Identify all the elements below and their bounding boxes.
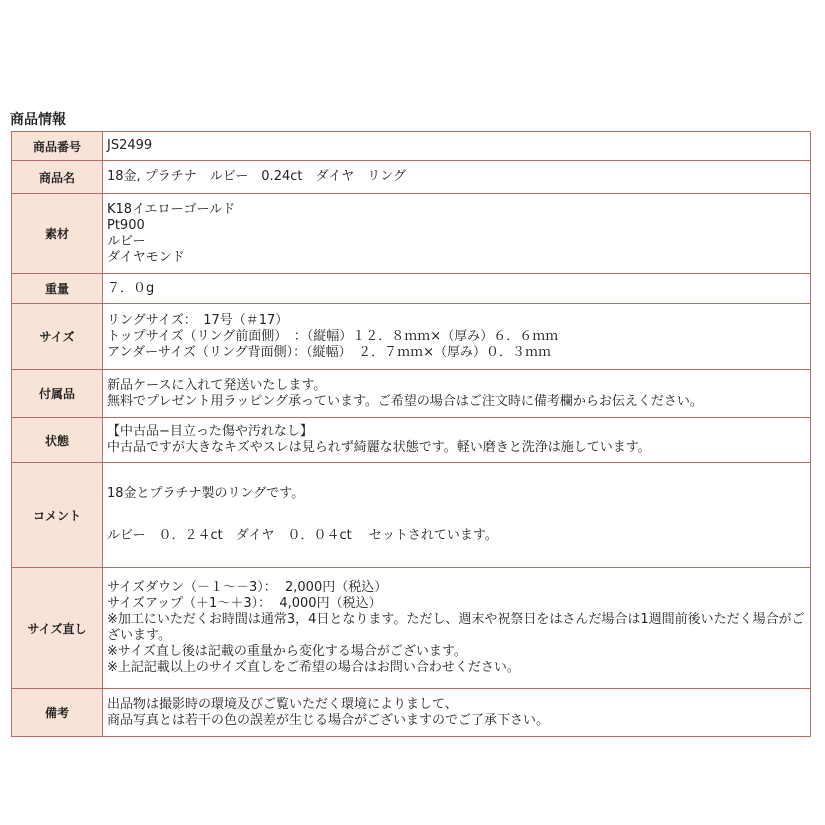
material-line: K18イエローゴールド bbox=[107, 201, 236, 217]
value-material bbox=[103, 194, 811, 274]
accessories-line: 無料でプレゼント用ラッピング承っています。ご希望の場合はご注文時に備考欄からお伝えください。 bbox=[107, 393, 703, 409]
row-remarks bbox=[12, 689, 811, 737]
remarks-line: 出品物は撮影時の環境及びご覧いただく環境によりまして、 bbox=[107, 696, 458, 712]
section-title: 商品情報 bbox=[10, 112, 66, 128]
resize-note: ※加工にいただくお時間は通常3，4日となります。ただし、週末や祝祭日をはさんだ場合は1週間前後いただく場合がございます。 bbox=[107, 612, 805, 643]
resize-line: ※上記記載以上のサイズ直しをご希望の場合はお問い合わせください。 bbox=[107, 660, 520, 675]
row-resize bbox=[12, 568, 811, 689]
remarks-line: 商品写真とは若干の色の誤差が生じる場合がございますのでご了承下さい。 bbox=[107, 712, 550, 728]
size-line: アンダーサイズ（リング背面側）：（縦幅） ２．７ｍｍ×（厚み）０．３ｍｍ bbox=[107, 344, 552, 360]
value-comment bbox=[103, 463, 811, 568]
row-material bbox=[12, 194, 811, 274]
row-comment bbox=[12, 463, 811, 568]
row-size bbox=[12, 304, 811, 370]
label-accessories: 付属品 bbox=[12, 370, 103, 418]
material-line: ルビー bbox=[107, 233, 146, 249]
label-resize: サイズ直し bbox=[12, 568, 103, 689]
row-weight bbox=[12, 274, 811, 304]
label-product-name: 商品名 bbox=[12, 161, 103, 194]
value-product-number: JS2499 bbox=[103, 132, 811, 161]
condition-line: 中古品ですが大きなキズやスレは見られず綺麗な状態です。軽い磨きと洗浄は施しています。 bbox=[107, 440, 651, 455]
label-size: サイズ bbox=[12, 304, 103, 370]
value-accessories bbox=[103, 370, 811, 418]
row-product-number bbox=[12, 132, 811, 161]
size-line: リングサイズ： 17号（＃17） bbox=[107, 312, 289, 328]
value-weight: ７．０g bbox=[103, 274, 811, 304]
material-line: Pt900 bbox=[107, 217, 145, 233]
size-line: トップサイズ（リング前面側） ：（縦幅）１２．８ｍｍ×（厚み）６．６ｍｍ bbox=[107, 328, 559, 344]
comment-spacer bbox=[107, 502, 810, 528]
resize-line: サイズアップ（＋1～＋3）： 4,000円（税込） bbox=[107, 596, 382, 611]
row-condition bbox=[12, 418, 811, 463]
resize-line: サイズダウン（－１～－3）： 2,000円（税込） bbox=[107, 580, 388, 595]
row-accessories bbox=[12, 370, 811, 418]
value-resize bbox=[103, 568, 811, 689]
label-weight: 重量 bbox=[12, 274, 103, 304]
row-product-name bbox=[12, 161, 811, 194]
label-remarks: 備考 bbox=[12, 689, 103, 737]
resize-line: ※サイズ直し後は記載の重量から変化する場合がございます。 bbox=[107, 644, 467, 659]
label-comment: コメント bbox=[12, 463, 103, 568]
value-remarks bbox=[103, 689, 811, 737]
value-condition bbox=[103, 418, 811, 463]
material-line: ダイヤモンド bbox=[107, 249, 185, 265]
value-size bbox=[103, 304, 811, 370]
comment-line: ルビー ０．２４ct ダイヤ ０．０４ct セットされています。 bbox=[107, 528, 498, 543]
label-product-number: 商品番号 bbox=[12, 132, 103, 161]
product-info-table bbox=[11, 131, 811, 737]
label-condition: 状態 bbox=[12, 418, 103, 463]
label-material: 素材 bbox=[12, 194, 103, 274]
condition-line: 【中古品−目立った傷や汚れなし】 bbox=[107, 424, 313, 439]
accessories-line: 新品ケースに入れて発送いたします。 bbox=[107, 377, 327, 393]
comment-line: 18金とプラチナ製のリングです。 bbox=[107, 486, 305, 501]
value-product-name: 18金, プラチナ ルビー 0.24ct ダイヤ リング bbox=[103, 161, 811, 194]
